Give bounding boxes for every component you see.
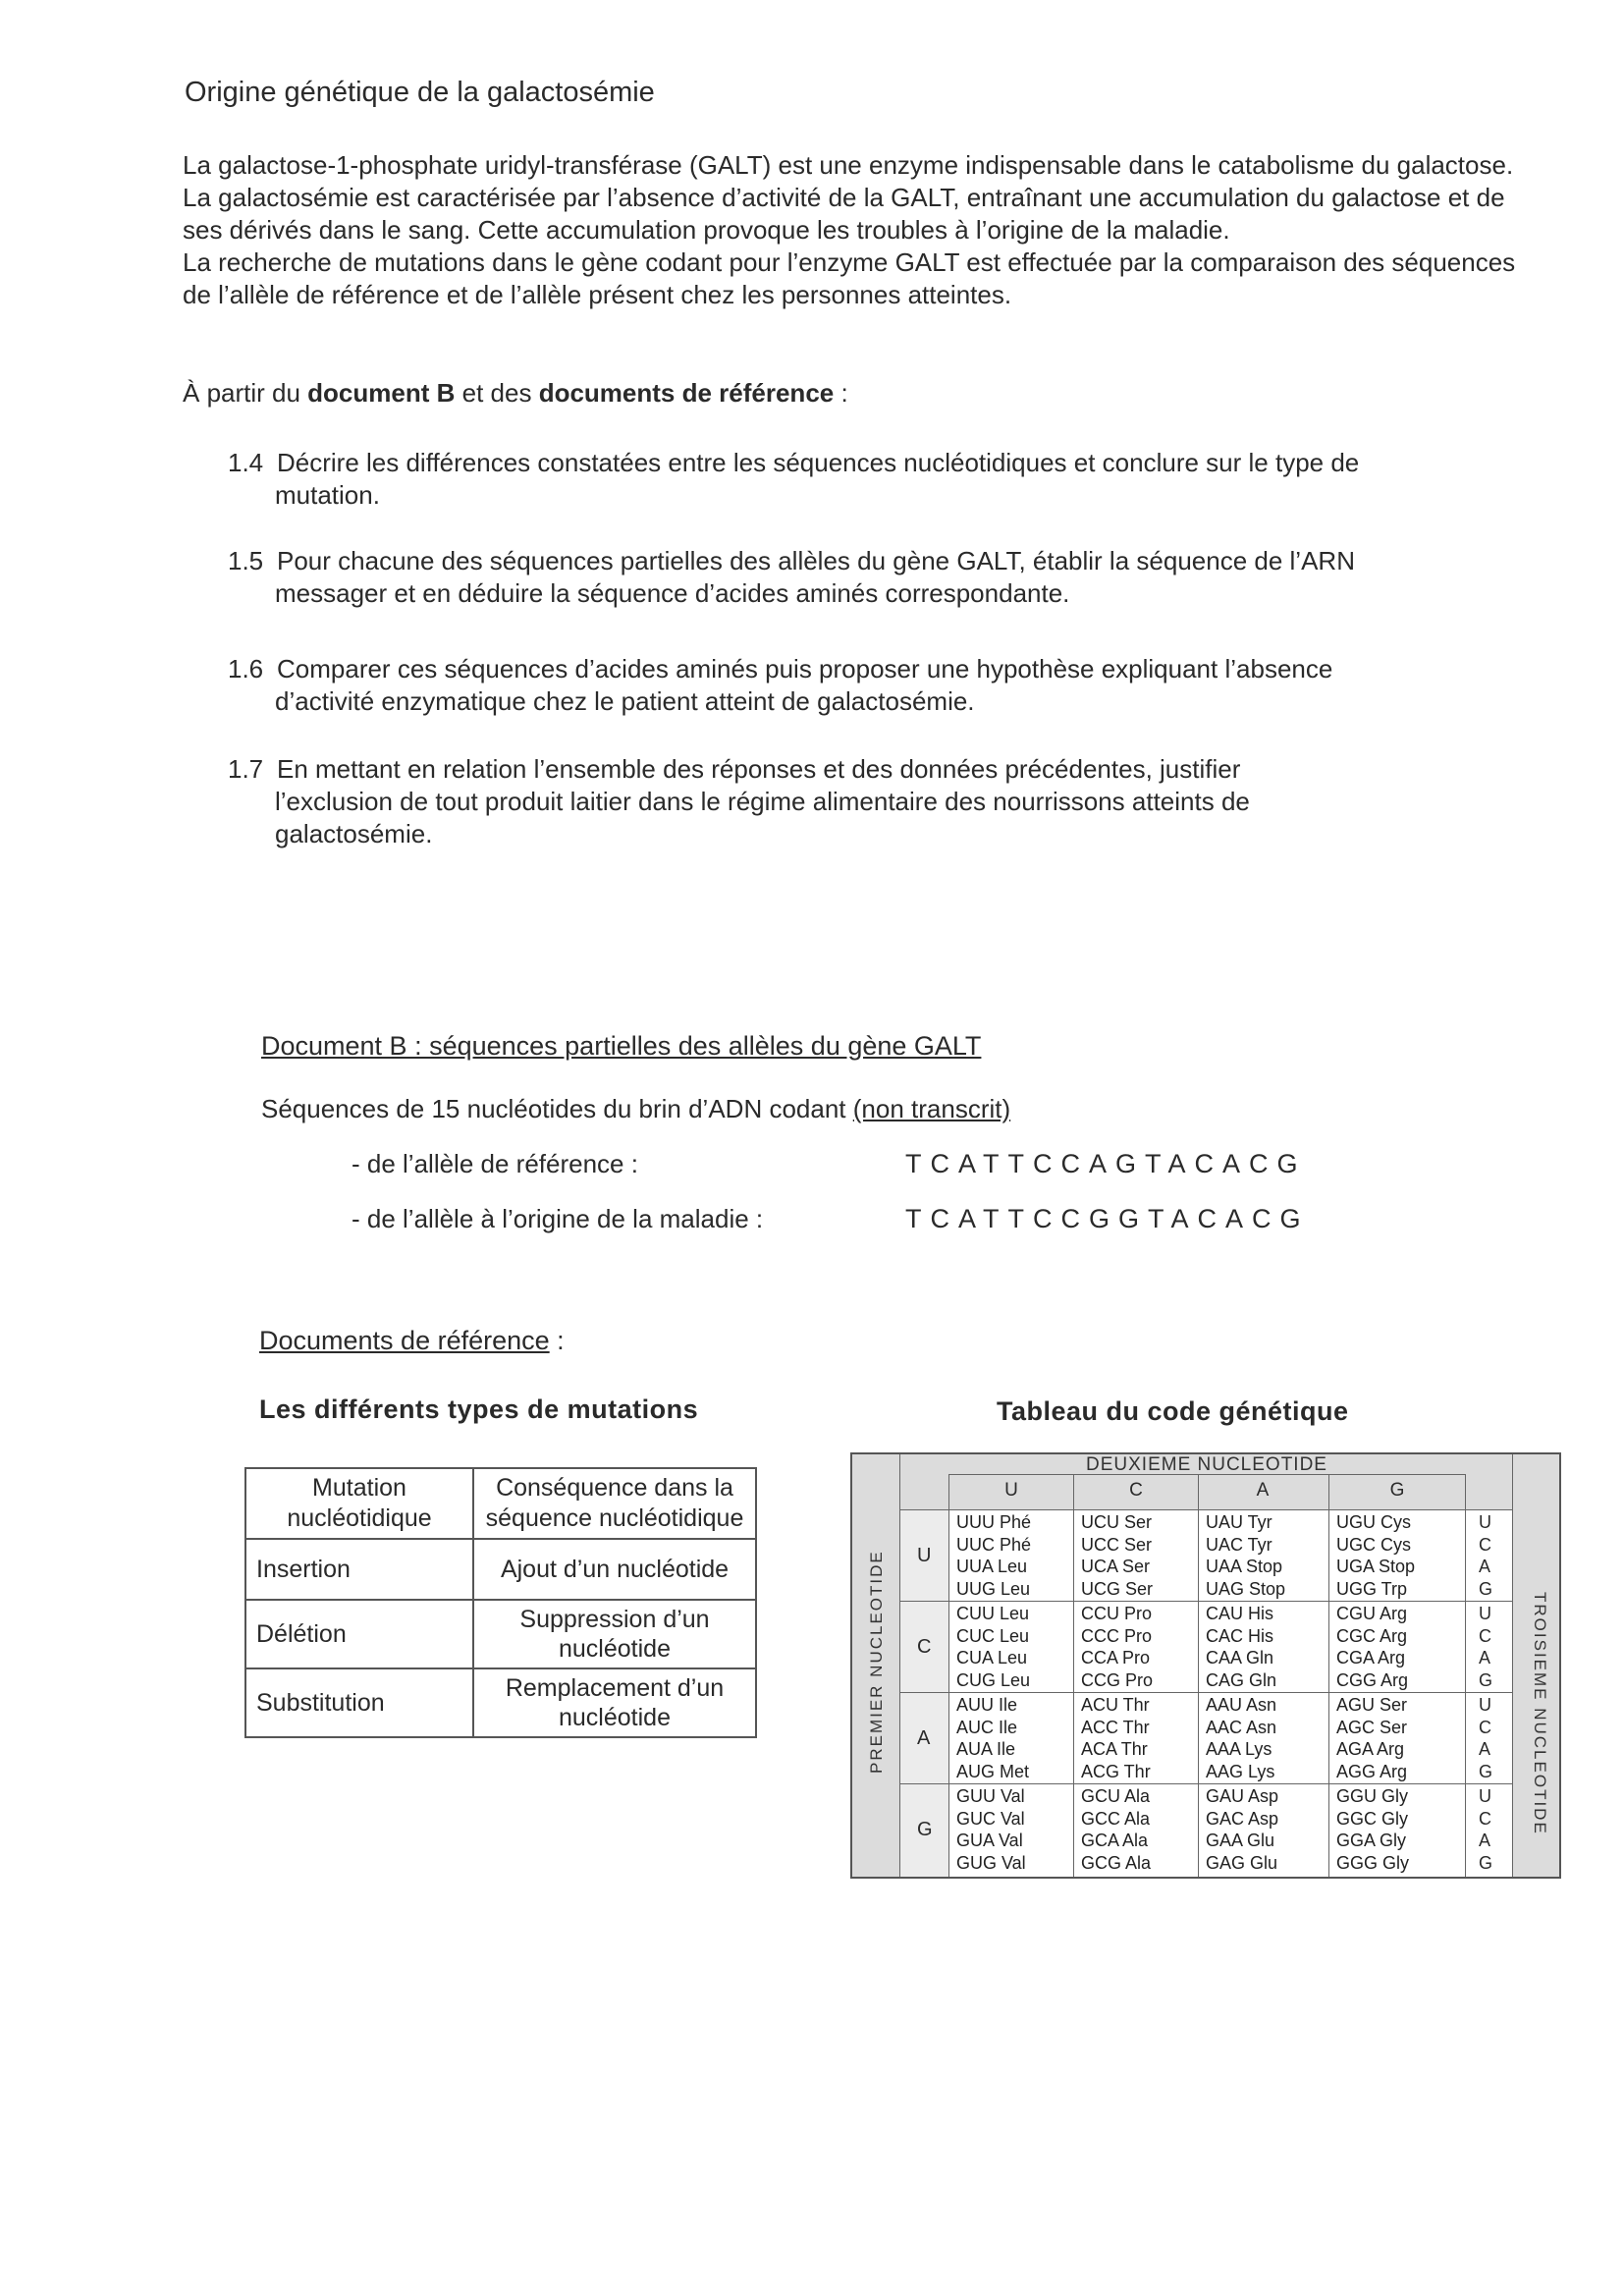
codon-cell: CAU His CAC His CAA Gln CAG Gln: [1206, 1604, 1277, 1690]
grid-line: [899, 1692, 1512, 1693]
prompt-pre: À partir du: [183, 378, 308, 408]
codon-cell: UGU Cys UGC Cys UGA Stop UGG Trp: [1336, 1512, 1416, 1599]
codon-cell: GCU Ala GCC Ala GCA Ala GCG Ala: [1081, 1786, 1152, 1873]
table-row: [245, 1600, 756, 1668]
third-base-column: U C A G: [1479, 1695, 1493, 1781]
mutation-types-table: [244, 1467, 757, 1738]
header-mutation: Mutation nucléotidique: [245, 1468, 473, 1539]
third-base-column: U C A G: [1479, 1786, 1493, 1873]
instructions-prompt: [183, 378, 848, 409]
question-text: Pour chacune des séquences partielles des allèles du gène GALT, établir la séquence de l’ARN: [277, 546, 1355, 575]
second-base-u: U: [1004, 1480, 1018, 1501]
first-base-g: G: [917, 1819, 933, 1840]
codon-cell: AGU Ser AGC Ser AGA Arg AGG Arg: [1336, 1695, 1408, 1781]
codon-cell: UAU Tyr UAC Tyr UAA Stop UAG Stop: [1206, 1512, 1286, 1599]
codon-cell: GAU Asp GAC Asp GAA Glu GAG Glu: [1206, 1786, 1279, 1873]
codon-cell: AAU Asn AAC Asn AAA Lys AAG Lys: [1206, 1695, 1277, 1781]
reference-title-text: Documents de référence: [259, 1326, 550, 1355]
question-text-cont: messager et en déduire la séquence d’acides aminés correspondante.: [275, 578, 1070, 608]
mutations-title: Les différents types de mutations: [259, 1394, 699, 1424]
mutation-consequence: Ajout d’un nucléotide: [473, 1539, 756, 1600]
mutation-consequence: Remplacement d’un nucléotide: [473, 1668, 756, 1737]
document-b-subtitle-note: (non transcrit): [852, 1094, 1011, 1123]
prompt-docs-ref: documents de référence: [538, 378, 835, 408]
prompt-mid: et des: [455, 378, 539, 408]
third-base-column: U C A G: [1479, 1512, 1493, 1599]
grid-line: [1465, 1474, 1466, 1877]
allele-reference-label: - de l’allèle de référence :: [352, 1149, 638, 1178]
second-nucleotide-header: DEUXIEME NUCLEOTIDE: [1086, 1454, 1327, 1475]
allele-disease-label: - de l’allèle à l’origine de la maladie :: [352, 1204, 764, 1233]
page-title: Origine génétique de la galactosémie: [185, 77, 655, 108]
grid-line: [1328, 1474, 1329, 1877]
prompt-post: :: [834, 378, 848, 408]
codon-cell: GUU Val GUC Val GUA Val GUG Val: [956, 1786, 1026, 1873]
codon-cell: GGU Gly GGC Gly GGA Gly GGG Gly: [1336, 1786, 1410, 1873]
question-text: Décrire les différences constatées entre les séquences nucléotidiques et conclure sur le type de: [277, 448, 1360, 477]
grid-line: [899, 1509, 1512, 1510]
intro-paragraph-2: La recherche de mutations dans le gène codant pour l’enzyme GALT est effectuée par la comparaison des séquences de l’allèle de référence et de l’allèle présent chez les personnes atteintes.: [183, 247, 1516, 309]
codon-cell: CCU Pro CCC Pro CCA Pro CCG Pro: [1081, 1604, 1154, 1690]
codon-cell: UUU Phé UUC Phé UUA Leu UUG Leu: [956, 1512, 1032, 1599]
codon-cell: CGU Arg CGC Arg CGA Arg CGG Arg: [1336, 1604, 1409, 1690]
question-1-5: [228, 545, 1504, 610]
question-number: 1.6: [228, 654, 264, 683]
grid-line: [1198, 1474, 1199, 1877]
table-row: [245, 1668, 756, 1737]
grid-line: [899, 1783, 1512, 1784]
allele-disease-sequence: TCATTCCGGTACACG: [905, 1204, 1310, 1233]
codon-cell: ACU Thr ACC Thr ACA Thr ACG Thr: [1081, 1695, 1151, 1781]
prompt-doc-b: document B: [307, 378, 456, 408]
question-text-cont: l’exclusion de tout produit laitier dans le régime alimentaire des nourrissons atteints de galactosémie.: [275, 787, 1250, 848]
grid-line: [1512, 1454, 1513, 1877]
header-consequence: Conséquence dans la séquence nucléotidique: [473, 1468, 756, 1539]
question-number: 1.5: [228, 546, 264, 575]
question-text: Comparer ces séquences d’acides aminés puis proposer une hypothèse expliquant l’absence: [277, 654, 1333, 683]
document-b-title: Document B : séquences partielles des allèles du gène GALT: [261, 1031, 982, 1061]
codon-cell: UCU Ser UCC Ser UCA Ser UCG Ser: [1081, 1512, 1154, 1599]
third-nucleotide-label: TROISIEME NUCLEOTIDE: [1531, 1592, 1549, 1835]
grid-line: [1073, 1474, 1074, 1877]
question-text-cont: mutation.: [275, 480, 380, 510]
question-text: En mettant en relation l’ensemble des réponses et des données précédentes, justifier: [277, 754, 1241, 784]
document-b-subtitle-text: Séquences de 15 nucléotides du brin d’ADN codant: [261, 1094, 853, 1123]
mutation-type: Substitution: [245, 1668, 473, 1737]
reference-documents-title: [259, 1326, 565, 1356]
table-header-row: [245, 1468, 756, 1539]
question-number: 1.7: [228, 754, 264, 784]
first-nucleotide-label: PREMIER NUCLEOTIDE: [867, 1550, 886, 1774]
question-number: 1.4: [228, 448, 264, 477]
table-row: [245, 1539, 756, 1600]
mutation-type: Insertion: [245, 1539, 473, 1600]
first-base-u: U: [917, 1545, 932, 1566]
codon-cell: AUU Ile AUC Ile AUA Ile AUG Met: [956, 1695, 1030, 1781]
question-1-6: [228, 653, 1504, 718]
mutation-consequence: Suppression d’un nucléotide: [473, 1600, 756, 1668]
document-b-subtitle: [261, 1094, 1010, 1124]
second-base-a: A: [1256, 1480, 1270, 1501]
question-text-cont: d’activité enzymatique chez le patient atteint de galactosémie.: [275, 686, 975, 716]
second-base-g: G: [1389, 1480, 1405, 1501]
mutation-type: Délétion: [245, 1600, 473, 1668]
intro-paragraph-1: La galactose-1-phosphate uridyl-transférase (GALT) est une enzyme indispensable dans le catabolisme du galactose. La galactosémie est caractérisée par l’absence d’activité de la GALT, entraînant une accumulation du galactose et de ses dérivés dans le sang. Cette accumulation provoque les troubles à l’origine de la maladie.: [183, 150, 1514, 245]
reference-title-colon: :: [549, 1326, 565, 1355]
genetic-code-title: Tableau du code génétique: [997, 1396, 1349, 1426]
allele-reference-sequence: TCATTCCAGTACACG: [905, 1149, 1307, 1178]
grid-line: [899, 1601, 1512, 1602]
question-1-7: [228, 753, 1386, 850]
grid-line: [948, 1474, 949, 1877]
third-base-column: U C A G: [1479, 1604, 1493, 1690]
intro-text: [183, 149, 1528, 311]
genetic-code-table: [850, 1452, 1561, 1879]
codon-cell: CUU Leu CUC Leu CUA Leu CUG Leu: [956, 1604, 1031, 1690]
question-1-4: [228, 447, 1504, 512]
first-base-a: A: [917, 1727, 931, 1749]
grid-line: [899, 1454, 900, 1877]
first-base-c: C: [917, 1636, 932, 1658]
second-base-c: C: [1129, 1480, 1143, 1501]
